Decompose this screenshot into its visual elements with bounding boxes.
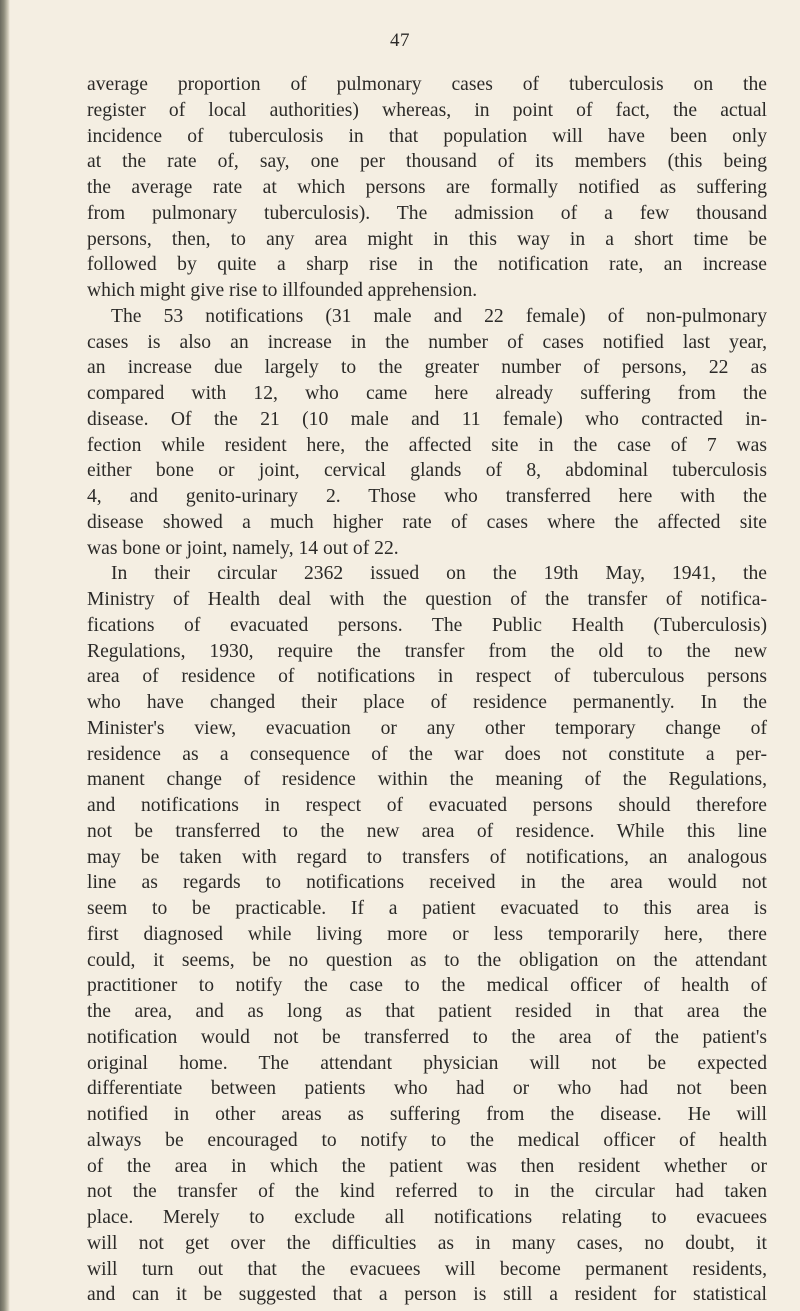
page-number: 47: [390, 30, 410, 51]
text-line: Minister's view, evacuation or any other temporary change of: [87, 717, 767, 739]
text-line: of the area in which the patient was then resident whether or: [87, 1155, 767, 1177]
text-line: original home. The attendant physician will not be expected: [87, 1052, 767, 1074]
text-line: incidence of tuberculosis in that population will have been only: [87, 125, 767, 147]
text-line: an increase due largely to the greater number of persons, 22 as: [87, 357, 767, 379]
text-line: at the rate of, say, one per thousand of its members (this being: [87, 151, 767, 173]
text-line: fection while resident here, the affected site in the case of 7 was: [87, 434, 767, 456]
text-line: first diagnosed while living more or less temporarily here, there: [87, 923, 767, 945]
text-line: not the transfer of the kind referred to in the circular had taken: [87, 1181, 767, 1203]
text-line: cases is also an increase in the number of cases notified last year,: [87, 331, 767, 353]
text-line: the average rate at which persons are formally notified as suffering: [87, 177, 767, 198]
text-line: followed by quite a sharp rise in the notification rate, an increase: [87, 254, 767, 276]
text-line: notification would not be transferred to the area of the patient's: [87, 1026, 767, 1048]
text-line: line as regards to notifications received in the area would not: [87, 872, 767, 894]
text-line: place. Merely to exclude all notifications relating to evacuees: [87, 1207, 767, 1228]
scan-page-edge: [0, 0, 10, 1311]
text-line: could, it seems, be no question as to the obligation on the attendant: [87, 949, 767, 971]
text-line: Ministry of Health deal with the question of the transfer of notifica-: [87, 589, 767, 610]
text-line: Regulations, 1930, require the transfer from the old to the new: [87, 640, 767, 662]
text-line: In their circular 2362 issued on the 19th May, 1941, the: [111, 563, 767, 585]
text-line: was bone or joint, namely, 14 out of 22.: [87, 537, 399, 559]
text-line: which might give rise to illfounded apprehension.: [87, 280, 478, 301]
body-text: [87, 72, 767, 1308]
text-line: notified in other areas as suffering from the disease. He will: [87, 1104, 767, 1125]
text-line: practitioner to notify the case to the medical officer of health of: [87, 975, 767, 997]
text-line: may be taken with regard to transfers of notifications, an analogous: [87, 846, 767, 868]
text-line: will turn out that the evacuees will become permanent residents,: [87, 1258, 767, 1280]
text-line: average proportion of pulmonary cases of tuberculosis on the: [87, 74, 767, 95]
text-line: from pulmonary tuberculosis). The admission of a few thousand: [87, 202, 767, 224]
text-line: not be transferred to the new area of residence. While this line: [87, 820, 767, 842]
paragraph: [87, 304, 767, 562]
text-line: who have changed their place of residence permanently. In the: [87, 692, 767, 713]
text-line: the area, and as long as that patient resided in that area the: [87, 1001, 767, 1022]
text-line: residence as a consequence of the war does not constitute a per-: [87, 743, 767, 765]
text-line: persons, then, to any area might in this way in a short time be: [87, 228, 767, 250]
text-line: area of residence of notifications in respect of tuberculous persons: [87, 666, 767, 688]
paragraph: [87, 72, 767, 304]
text-line: disease showed a much higher rate of cases where the affected site: [87, 511, 767, 533]
text-line: either bone or joint, cervical glands of 8, abdominal tuberculosis: [87, 460, 767, 482]
text-line: and notifications in respect of evacuated persons should therefore: [87, 795, 767, 816]
paragraph: [87, 561, 767, 1308]
text-line: seem to be practicable. If a patient evacuated to this area is: [87, 898, 767, 919]
text-line: fications of evacuated persons. The Public Health (Tuberculosis): [87, 614, 767, 636]
text-line: disease. Of the 21 (10 male and 11 female) who contracted in-: [87, 408, 767, 430]
text-line: compared with 12, who came here already suffering from the: [87, 383, 767, 404]
text-line: manent change of residence within the meaning of the Regulations,: [87, 769, 767, 791]
text-line: 4, and genito-urinary 2. Those who transferred here with the: [87, 486, 767, 507]
text-line: The 53 notifications (31 male and 22 female) of non-pulmonary: [111, 305, 767, 327]
text-line: register of local authorities) whereas, in point of fact, the actual: [87, 99, 767, 121]
text-line: always be encouraged to notify to the medical officer of health: [87, 1129, 767, 1151]
text-line: differentiate between patients who had or who had not been: [87, 1078, 767, 1100]
text-line: will not get over the difficulties as in many cases, no doubt, it: [87, 1232, 767, 1254]
text-line: and can it be suggested that a person is still a resident for statistical: [87, 1284, 767, 1306]
